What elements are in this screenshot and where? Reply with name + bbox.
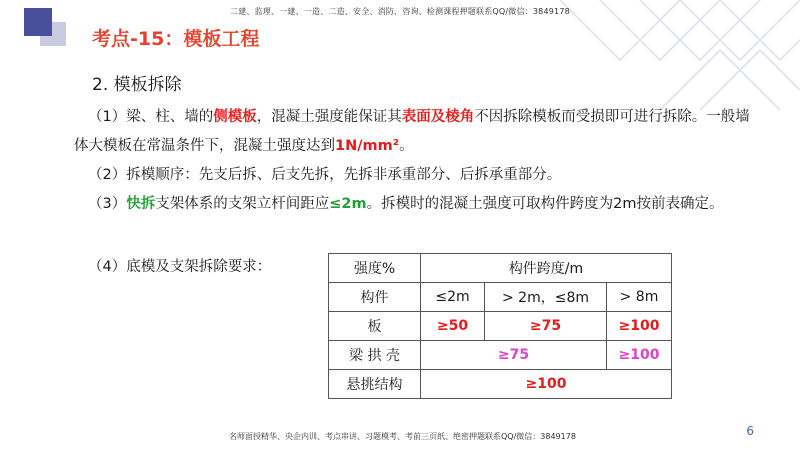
p1-text-e: 不因拆除模板而受损即可进行拆除。一般墙体大模板在常温条件下，混凝土强度达到 bbox=[74, 109, 750, 154]
slab-value-2-8: ≥75 bbox=[485, 312, 607, 341]
decorative-square-dark bbox=[24, 8, 52, 36]
header-strength: 强度% bbox=[329, 254, 421, 283]
decorative-diagonal-lines bbox=[540, 0, 800, 110]
table-row bbox=[329, 312, 672, 341]
p1-highlight-strength: 1N/mm² bbox=[335, 138, 400, 154]
header-note: 二建、监理、一建、一造、二造、安全、消防、咨询、检测课程押题联系QQ/微信：3849178 bbox=[230, 7, 570, 16]
p3-text-a: （3） bbox=[88, 196, 127, 212]
p3-highlight-spacing: ≤2m bbox=[329, 196, 367, 212]
header-span: 构件跨度/m bbox=[421, 254, 672, 283]
footer-note: 名师面授精华、央企内训、考点串讲、习题模考、考前三页纸、绝密押题联系QQ/微信：3849178 bbox=[229, 432, 576, 441]
table-header-row bbox=[329, 254, 672, 283]
p3-text-e: 。拆模时的混凝土强度可取构件跨度为2m按前表确定。 bbox=[366, 196, 724, 212]
slab-value-le2: ≥50 bbox=[421, 312, 485, 341]
paragraph-4: （4）底模及支架拆除要求： bbox=[88, 259, 272, 275]
beam-value-gt8: ≥100 bbox=[607, 341, 672, 370]
p3-text-c: 支架体系的支架立杆间距应 bbox=[155, 196, 330, 212]
p1-text-g: 。 bbox=[399, 138, 414, 154]
formwork-removal-table bbox=[328, 253, 672, 399]
subheader-span-gt8: > 8m bbox=[607, 283, 672, 312]
row-label-slab: 板 bbox=[329, 312, 421, 341]
cantilever-value-all: ≥100 bbox=[421, 370, 672, 399]
paragraph-1 bbox=[74, 103, 754, 161]
p1-highlight-side-formwork: 侧模板 bbox=[213, 109, 257, 125]
paragraph-2: （2）拆模顺序：先支后拆、后支先拆，先拆非承重部分、后拆承重部分。 bbox=[88, 167, 562, 183]
subheader-span-le2: ≤2m bbox=[421, 283, 485, 312]
p1-text-a: （1）梁、柱、墙的 bbox=[88, 109, 214, 125]
table-row bbox=[329, 341, 672, 370]
row-label-beam-arch-shell: 梁 拱 壳 bbox=[329, 341, 421, 370]
table-subheader-row bbox=[329, 283, 672, 312]
slide-title: 考点-15：模板工程 bbox=[92, 28, 260, 50]
beam-value-le8: ≥75 bbox=[421, 341, 607, 370]
paragraph-3 bbox=[74, 190, 754, 219]
table-row bbox=[329, 370, 672, 399]
p3-highlight-quick-strip: 快拆 bbox=[126, 196, 156, 212]
p1-text-c: ，混凝土强度能保证其 bbox=[256, 109, 402, 125]
p1-highlight-surface-edges: 表面及棱角 bbox=[401, 109, 475, 125]
slab-value-gt8: ≥100 bbox=[607, 312, 672, 341]
subheader-span-2-8: > 2m，≤8m bbox=[485, 283, 607, 312]
subheader-member: 构件 bbox=[329, 283, 421, 312]
page-number: 6 bbox=[746, 424, 754, 438]
row-label-cantilever: 悬挑结构 bbox=[329, 370, 421, 399]
section-title: 2. 模板拆除 bbox=[92, 75, 182, 95]
